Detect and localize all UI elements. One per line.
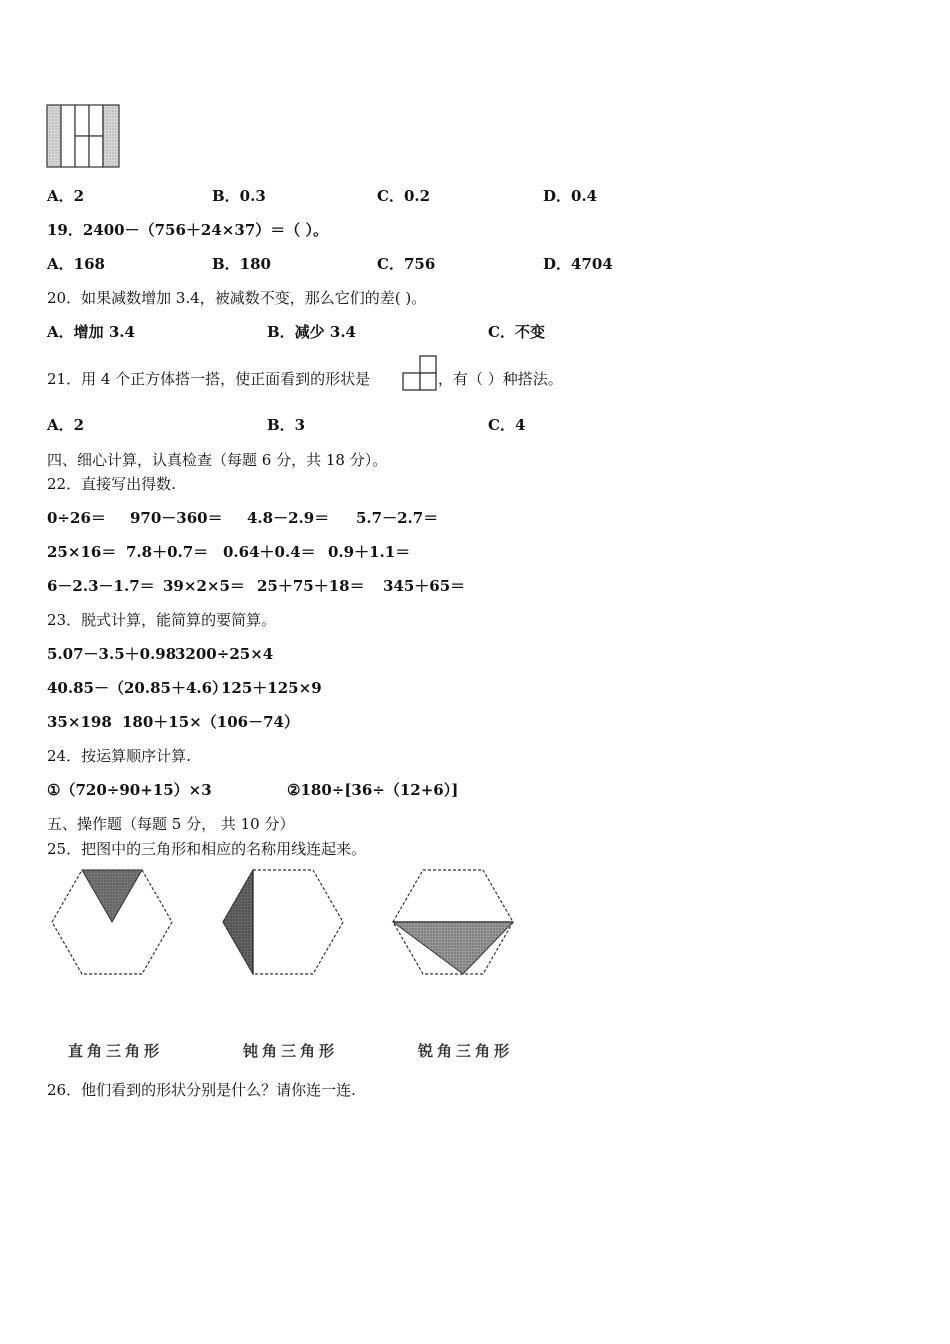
q22-expr: 4.8－2.9＝ xyxy=(247,509,330,527)
front-view-shape-figure xyxy=(402,355,438,393)
q22-expr: 0.64＋0.4＝ xyxy=(223,543,316,561)
q21-stem-before: 21．用 4 个正方体搭一搭，使正面看到的形状是 xyxy=(47,370,371,388)
q25-label-obtuse-triangle: 钝角三角形 xyxy=(243,1042,339,1060)
q24-stem: 24．按运算顺序计算. xyxy=(47,747,191,765)
q22-stem: 22．直接写出得数. xyxy=(47,475,176,493)
q25-label-acute-triangle: 锐角三角形 xyxy=(418,1042,514,1060)
section5-title: 五、操作题（每题 5 分， 共 10 分） xyxy=(47,815,295,833)
q22-expr: 5.7－2.7＝ xyxy=(356,509,439,527)
q18-option-d[interactable]: D．0.4 xyxy=(543,187,598,205)
hexagon-figure-2 xyxy=(221,868,345,978)
q23-expr: 3200÷25×4 xyxy=(175,645,274,663)
q20-option-b[interactable]: B．减少 3.4 xyxy=(267,323,356,341)
q22-expr: 25＋75＋18＝ xyxy=(257,577,365,595)
q22-expr: 6－2.3－1.7＝ xyxy=(47,577,155,595)
q20-stem: 20．如果减数增加 3.4，被减数不变，那么它们的差( )。 xyxy=(47,289,427,307)
hexagon-figure-1 xyxy=(50,868,174,978)
q19-option-d[interactable]: D．4704 xyxy=(543,255,613,273)
q23-expr: 125＋125×9 xyxy=(221,679,322,697)
q25-stem: 25．把图中的三角形和相应的名称用线连起来。 xyxy=(47,840,367,858)
q21-option-c[interactable]: C．4 xyxy=(488,416,526,434)
q22-expr: 7.8＋0.7＝ xyxy=(126,543,209,561)
q19-option-c[interactable]: C．756 xyxy=(377,255,436,273)
shaded-triangle xyxy=(223,870,253,974)
q23-expr: 40.85－（20.85＋4.6） xyxy=(47,679,228,697)
hexagon-figure-3 xyxy=(391,868,515,978)
q20-option-a[interactable]: A．增加 3.4 xyxy=(47,323,135,341)
q22-expr: 345＋65＝ xyxy=(383,577,466,595)
q23-expr: 5.07－3.5＋0.98 xyxy=(47,645,177,663)
section4-title: 四、细心计算，认真检查（每题 6 分，共 18 分）。 xyxy=(47,451,388,469)
q22-expr: 970－360＝ xyxy=(130,509,223,527)
q18-option-b[interactable]: B．0.3 xyxy=(212,187,266,205)
q22-expr: 0÷26＝ xyxy=(47,509,106,527)
q21-option-a[interactable]: A．2 xyxy=(47,416,85,434)
q18-option-c[interactable]: C．0.2 xyxy=(377,187,431,205)
q22-expr: 0.9＋1.1＝ xyxy=(328,543,411,561)
q22-expr: 25×16＝ xyxy=(47,543,117,561)
q19-stem: 19．2400－（756＋24×37）＝（ ）。 xyxy=(47,221,328,239)
q25-label-right-triangle: 直角三角形 xyxy=(68,1042,164,1060)
q20-option-c[interactable]: C．不变 xyxy=(488,323,545,341)
q26-stem: 26．他们看到的形状分别是什么？请你连一连. xyxy=(47,1081,356,1099)
q23-stem: 23．脱式计算，能简算的要简算。 xyxy=(47,611,277,629)
q24-item-2: ②180÷[36÷（12+6）] xyxy=(287,781,459,799)
q23-expr: 35×198 xyxy=(47,713,112,731)
q24-item-1: ①（720÷90+15）×3 xyxy=(47,781,212,799)
q19-option-b[interactable]: B．180 xyxy=(212,255,271,273)
q23-expr: 180＋15×（106－74） xyxy=(122,713,299,731)
q19-option-a[interactable]: A．168 xyxy=(47,255,105,273)
q22-expr: 39×2×5＝ xyxy=(163,577,245,595)
q18-option-a[interactable]: A．2 xyxy=(47,187,85,205)
fraction-bar-figure xyxy=(46,104,122,168)
q21-option-b[interactable]: B．3 xyxy=(267,416,306,434)
q21-stem-after: ，有（ ）种搭法。 xyxy=(438,370,563,388)
